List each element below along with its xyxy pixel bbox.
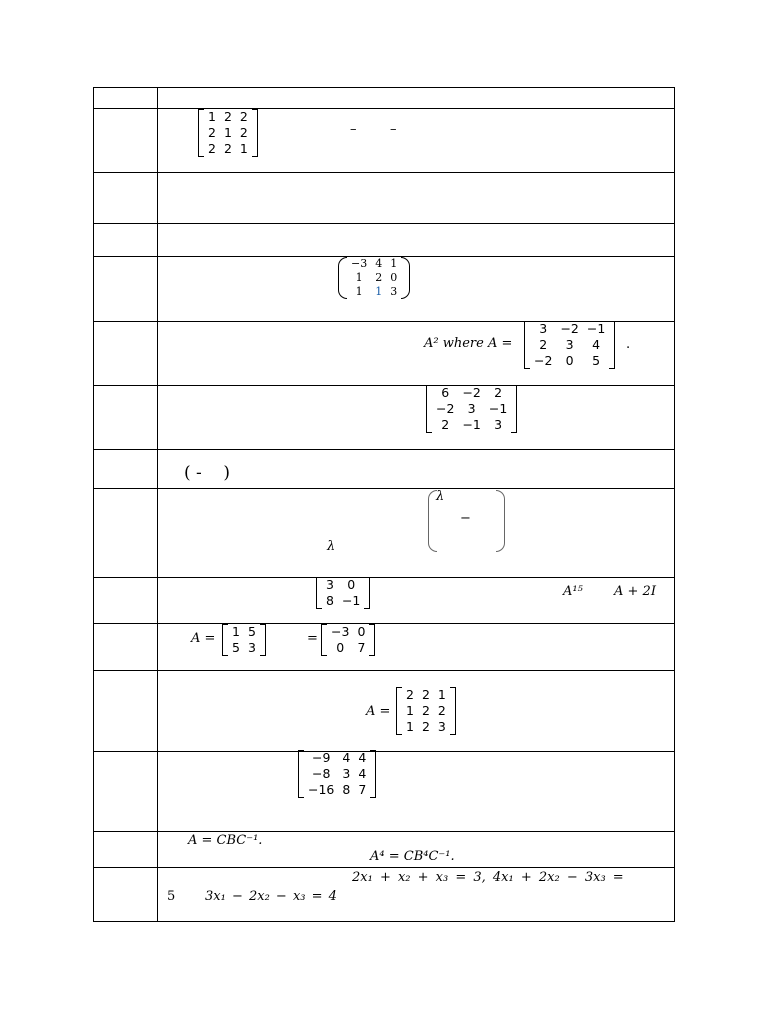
matrix-cell: −1 — [586, 321, 606, 336]
paren-expression: ( - ) — [184, 463, 231, 483]
matrix-row7 — [426, 385, 517, 433]
matrix-cell: −9 — [311, 750, 331, 765]
matrix-row13 — [298, 750, 376, 798]
matrix-cell: 2 — [437, 703, 446, 718]
matrix-cell: −2 — [560, 321, 579, 336]
matrix-cell: 3 — [326, 577, 334, 592]
matrix-cell: 0 — [565, 353, 574, 368]
matrix-cell: 2 — [239, 125, 248, 140]
matrix-cell: 1 — [406, 719, 414, 734]
row-divider — [94, 831, 674, 832]
matrix-cell: 2 — [375, 271, 383, 284]
matrix-cell: 2 — [239, 109, 248, 124]
matrix-cell: 1 — [232, 624, 240, 639]
matrix-cell: −1 — [488, 401, 508, 416]
matrix-row6 — [524, 321, 615, 369]
matrix-cell: 3 — [467, 401, 476, 416]
matrix-b-row11 — [321, 624, 375, 656]
right-paren-large — [496, 490, 505, 552]
matrix-cell: 3 — [342, 766, 351, 781]
matrix-cell: 4 — [358, 750, 367, 765]
matrix-cell: 4 — [342, 750, 351, 765]
matrix-cell: 8 — [326, 593, 334, 608]
matrix-cell: 4 — [375, 257, 383, 270]
matrix-row10 — [316, 577, 370, 609]
question-table — [93, 87, 675, 922]
matrix-cell: −16 — [308, 782, 335, 797]
matrix-row12 — [396, 687, 456, 735]
matrix-cell: 1 — [223, 125, 232, 140]
a-squared-expression: A² where A = — [424, 336, 513, 351]
dash-symbol: – — [390, 122, 397, 137]
matrix-cell: −2 — [534, 353, 553, 368]
row-divider — [94, 385, 674, 386]
matrix-cell: 0 — [336, 640, 345, 655]
matrix-cell: 5 — [247, 624, 256, 639]
row-divider — [94, 108, 674, 109]
row-divider — [94, 449, 674, 450]
matrix-cell: 1 — [437, 687, 446, 702]
lambda-symbol: λ — [436, 489, 445, 504]
matrix-cell: −2 — [436, 401, 455, 416]
dash-symbol: – — [350, 122, 357, 137]
matrix-cell: −8 — [311, 766, 331, 781]
row-divider — [94, 623, 674, 624]
matrix-cell: −2 — [462, 385, 481, 400]
matrix-cell: 3 — [539, 321, 548, 336]
matrix-cell: 3 — [494, 417, 503, 432]
row-divider — [94, 488, 674, 489]
matrix-cell: 0 — [390, 271, 398, 284]
matrix-cell: 4 — [592, 337, 601, 352]
matrix-cell: 2 — [223, 141, 232, 156]
minus-symbol: − — [460, 511, 471, 526]
matrix-cell: 1 — [390, 257, 398, 270]
equation-constant: 5 — [167, 889, 176, 904]
equation-a-cbc: A = CBC⁻¹. — [188, 833, 263, 848]
matrix-cell: 5 — [592, 353, 601, 368]
row-divider — [94, 751, 674, 752]
matrix-cell: 1 — [239, 141, 248, 156]
matrix-cell: 1 — [375, 285, 383, 298]
matrix-cell: −3 — [331, 624, 350, 639]
a-equals-label: A = — [366, 704, 391, 719]
matrix-cell: 6 — [441, 385, 450, 400]
column-divider — [157, 88, 158, 921]
row-divider — [94, 577, 674, 578]
matrix-cell: 0 — [347, 577, 356, 592]
matrix-cell: 2 — [208, 125, 216, 140]
matrix-cell: 3 — [390, 285, 398, 298]
matrix-cell: 1 — [355, 285, 363, 298]
a-plus-2i: A + 2I — [614, 584, 656, 599]
row-divider — [94, 172, 674, 173]
matrix-cell: 2 — [539, 337, 548, 352]
matrix-cell: 0 — [357, 624, 366, 639]
matrix-cell: 2 — [441, 417, 450, 432]
matrix-cell: −1 — [341, 593, 361, 608]
matrix-cell: 5 — [232, 640, 240, 655]
equation-system-line2: 3x₁ − 2x₂ − x₃ = 4 — [205, 889, 337, 904]
lambda-symbol: λ — [327, 539, 336, 554]
matrix-cell: 2 — [406, 687, 414, 702]
matrix-cell: 2 — [421, 703, 430, 718]
equation-a4: A⁴ = CB⁴C⁻¹. — [370, 849, 455, 864]
a-power-15: A¹⁵ — [563, 584, 583, 599]
matrix-cell: 4 — [358, 766, 367, 781]
matrix-cell: 2 — [421, 687, 430, 702]
matrix-row5 — [338, 257, 410, 299]
matrix-cell: 3 — [437, 719, 446, 734]
matrix-a-row11 — [222, 624, 266, 656]
equation-system-line1: 2x₁ + x₂ + x₃ = 3, 4x₁ + 2x₂ − 3x₃ = — [352, 870, 624, 885]
matrix-cell: 8 — [342, 782, 351, 797]
matrix-cell: −3 — [351, 257, 368, 270]
matrix-cell: 7 — [358, 782, 367, 797]
matrix-cell: 7 — [357, 640, 366, 655]
matrix-cell: 3 — [565, 337, 574, 352]
matrix-cell: 1 — [355, 271, 363, 284]
matrix-cell: 1 — [406, 703, 414, 718]
row-divider — [94, 670, 674, 671]
matrix-cell: 2 — [208, 141, 216, 156]
matrix-cell: −1 — [462, 417, 481, 432]
matrix-cell: 2 — [494, 385, 503, 400]
row-divider — [94, 223, 674, 224]
period: . — [626, 337, 631, 352]
matrix-cell: 3 — [247, 640, 256, 655]
equals-sign: = — [307, 631, 318, 646]
matrix-cell: 2 — [223, 109, 232, 124]
matrix-cell: 2 — [421, 719, 430, 734]
matrix-cell: 1 — [208, 109, 216, 124]
matrix-row2 — [198, 109, 258, 157]
a-equals-label: A = — [191, 631, 216, 646]
row-divider — [94, 867, 674, 868]
